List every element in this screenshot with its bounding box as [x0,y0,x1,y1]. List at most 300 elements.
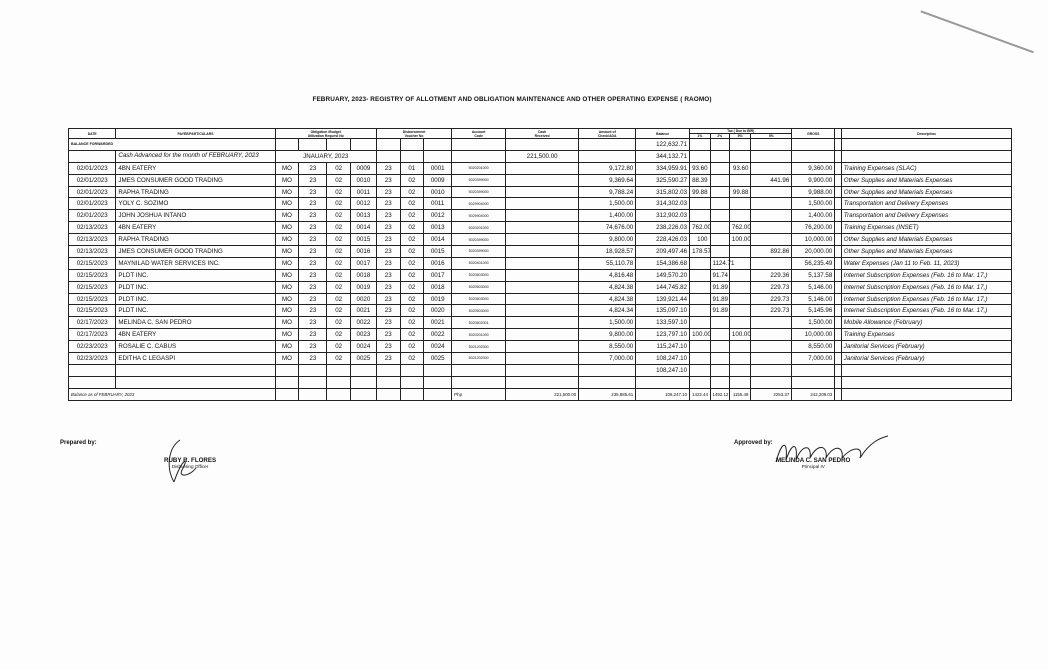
cell-d1: 23 [376,305,400,317]
cell-date: 02/15/2023 [69,293,116,305]
cell-date: 02/15/2023 [69,269,116,281]
cell-desc: Internet Subscription Expenses (Feb. 16 to Mar. 17,) [841,305,1011,317]
cell-t1 [690,305,710,317]
cell-o4: 0010 [350,174,376,186]
cell-d2: 02 [400,210,424,222]
cell-t3 [729,198,751,210]
cell-d1: 23 [376,317,400,329]
cell-desc: Water Expenses (Jan 11 to Feb. 11, 2023) [841,257,1011,269]
cell-o1: MO [275,234,299,246]
cell-date: 02/15/2023 [69,257,116,269]
table-row [69,329,1012,341]
cell-desc: Mobile Allowance (February) [841,317,1011,329]
cell-code: 5021202000 [452,353,506,365]
cell-amount: 4,824.34 [579,305,636,317]
cell-amount: 1,500.00 [579,317,636,329]
cell-d3: 0010 [424,186,452,198]
cell-gross: 5,146.00 [792,281,835,293]
cell-o1: MO [275,305,299,317]
cell-o2: 23 [299,269,327,281]
cell-t3 [729,353,751,365]
prepared-position: Disbursing Officer [171,464,209,469]
cell-t2: 1124.71 [710,257,729,269]
cash-advance-amount: 221,500.00 [506,150,579,162]
cell-balance: 115,247.10 [636,341,690,353]
cell-d3: 0017 [424,269,452,281]
cell-o4: 0019 [350,281,376,293]
cell-balance: 123,797.10 [636,329,690,341]
table-row [69,353,1012,365]
totals-cash: 221,500.00 [506,388,579,400]
cell-t4 [751,186,792,198]
cell-d2: 02 [400,317,424,329]
cell-d1: 23 [376,162,400,174]
header-payee: PAYEE/PARTICULARS [116,129,275,139]
table-row [69,246,1012,258]
prepared-label: Prepared by: [60,440,97,446]
totals-row [69,388,1012,400]
header-tax: Tax ( Due to BIR) [690,129,792,134]
cell-o3: 02 [327,281,351,293]
cell-date: 02/01/2023 [69,186,116,198]
header-cash-received: Cash Received [506,129,579,139]
cell-o1: MO [275,210,299,222]
cell-payee: JMES CONSUMER GOOD TRADING [116,246,275,258]
header-dv: Disbursement Voucher No [376,129,451,139]
cell-o2: 23 [299,246,327,258]
cell-t1 [690,293,710,305]
cell-code: 5029904000 [452,198,506,210]
cash-advance-label: Cash Advanced for the month of FEBRUARY, 2023 [116,150,275,162]
cell-t2: 91.89 [710,305,729,317]
cell-amount: 74,676.00 [579,222,636,234]
cell-cash [506,317,579,329]
cell-balance: 228,426.03 [636,234,690,246]
cell-t3: 762.00 [729,222,751,234]
cell-o2: 23 [299,353,327,365]
totals-tax-4: 2253.37 [751,388,792,400]
cell-cash [506,234,579,246]
cell-d1: 23 [376,341,400,353]
cell-o2: 23 [299,329,327,341]
cell-o3: 02 [327,174,351,186]
cell-d1: 23 [376,246,400,258]
cell-o4: 0018 [350,269,376,281]
cell-t1 [690,210,710,222]
cell-cash [506,162,579,174]
cell-o2: 23 [299,234,327,246]
cell-cash [506,222,579,234]
cell-desc: Training Expenses [841,329,1011,341]
cell-desc: Janitorial Services (February) [841,353,1011,365]
balance-forwarded-row [69,139,1012,151]
header-description: Description [841,129,1011,139]
cell-desc: Internet Subscription Expenses (Feb. 16 to Mar. 17,) [841,281,1011,293]
cell-o1: MO [275,329,299,341]
cell-date: 02/17/2023 [69,317,116,329]
totals-amount: 235,885.61 [579,388,636,400]
cell-t4 [751,162,792,174]
cell-code: 5021202000 [452,341,506,353]
cell-payee: 4BN EATERY [116,222,275,234]
cell-o1: MO [275,257,299,269]
prepared-signatory [164,457,216,469]
cell-t2 [710,353,729,365]
cell-balance: 209,497.46 [636,246,690,258]
cell-payee: RAPHA TRADING [116,186,275,198]
cell-gross: 10,000.00 [792,329,835,341]
cell-t4 [751,198,792,210]
cell-d2: 02 [400,293,424,305]
cell-t4: 229.36 [751,269,792,281]
cell-t2 [710,246,729,258]
cell-d1: 23 [376,293,400,305]
cell-d2: 02 [400,234,424,246]
cell-d2: 02 [400,222,424,234]
cell-t2 [710,222,729,234]
cell-t2 [710,186,729,198]
cell-t3 [729,341,751,353]
cell-date: 02/01/2023 [69,210,116,222]
cell-t3: 99.88 [729,186,751,198]
cell-date: 02/13/2023 [69,234,116,246]
cell-code: 5020399000 [452,186,506,198]
cell-o1: MO [275,246,299,258]
cell-gross: 10,000.00 [792,234,835,246]
cell-o4: 0024 [350,341,376,353]
cell-o1: MO [275,353,299,365]
cell-t4: 229.73 [751,293,792,305]
cell-d3: 0018 [424,281,452,293]
cell-t1 [690,353,710,365]
cell-cash [506,353,579,365]
cell-gross: 5,137.58 [792,269,835,281]
prepared-block [60,440,97,446]
cell-payee: 4BN EATERY [116,162,275,174]
cell-o3: 02 [327,162,351,174]
cell-t3 [729,269,751,281]
cell-d1: 23 [376,198,400,210]
cell-cash [506,186,579,198]
cell-d3: 0022 [424,329,452,341]
cell-t2 [710,198,729,210]
table-row [69,269,1012,281]
cell-d1: 23 [376,210,400,222]
cell-o2: 23 [299,222,327,234]
cell-d1: 23 [376,174,400,186]
table-row [69,317,1012,329]
cell-cash [506,246,579,258]
cell-o2: 23 [299,174,327,186]
cell-o3: 02 [327,305,351,317]
cell-t1 [690,269,710,281]
cell-o3: 02 [327,293,351,305]
cell-payee: 4BN EATERY [116,329,275,341]
totals-balance: 108,247.10 [636,388,690,400]
cell-o2: 23 [299,293,327,305]
cell-desc: Internet Subscription Expenses (Feb. 16 to Mar. 17,) [841,269,1011,281]
cell-o3: 02 [327,269,351,281]
cell-gross: 9,988.00 [792,186,835,198]
cell-o4: 0013 [350,210,376,222]
cell-date: 02/17/2023 [69,329,116,341]
cell-payee: PLDT INC. [116,305,275,317]
cell-amount: 4,824.38 [579,281,636,293]
cell-t4 [751,257,792,269]
cell-o2: 23 [299,186,327,198]
cell-code: 5020399000 [452,234,506,246]
cell-date: 02/23/2023 [69,341,116,353]
cell-d2: 01 [400,162,424,174]
table-row [69,281,1012,293]
cell-d2: 02 [400,257,424,269]
scan-edge [920,0,1047,53]
cell-code: 5020503000 [452,281,506,293]
header-date: DATE [69,129,116,139]
cell-o4: 0023 [350,329,376,341]
approved-signatory [776,457,850,469]
cell-amount: 9,172.80 [579,162,636,174]
cell-balance: 315,802.03 [636,186,690,198]
cell-o1: MO [275,293,299,305]
cell-d1: 23 [376,257,400,269]
cell-o3: 02 [327,222,351,234]
cell-t4: 892.86 [751,246,792,258]
cell-code: 5020201000 [452,329,506,341]
cell-o1: MO [275,162,299,174]
cell-t1: 88.39 [690,174,710,186]
cell-d3: 0001 [424,162,452,174]
cell-o2: 23 [299,198,327,210]
cell-amount: 4,824.38 [579,293,636,305]
cell-t1 [690,257,710,269]
cell-desc: Internet Subscription Expenses (Feb. 16 to Mar. 17,) [841,293,1011,305]
cell-d2: 02 [400,353,424,365]
cell-payee: MELINDA C. SAN PEDRO [116,317,275,329]
cell-balance: 314,302.03 [636,198,690,210]
cell-code: 5020201000 [452,222,506,234]
cell-desc: Other Supplies and Materials Expenses [841,174,1011,186]
cell-code: 5020502001 [452,317,506,329]
cell-balance: 133,597.10 [636,317,690,329]
cell-d3: 0020 [424,305,452,317]
cell-d3: 0013 [424,222,452,234]
cell-o4: 0012 [350,198,376,210]
cell-t3 [729,210,751,222]
table-row [69,305,1012,317]
cell-balance: 108,247.10 [636,353,690,365]
cell-gross: 8,550.00 [792,341,835,353]
cell-amount: 8,550.00 [579,341,636,353]
cell-d1: 23 [376,281,400,293]
cell-t2: 91.89 [710,281,729,293]
cell-cash [506,341,579,353]
cell-gross: 7,000.00 [792,353,835,365]
cell-o1: MO [275,281,299,293]
cell-o4: 0014 [350,222,376,234]
cash-advance-period: JNAUARY, 2023 [275,150,376,162]
cell-date: 02/01/2023 [69,198,116,210]
table-row [69,174,1012,186]
cell-balance: 135,097.10 [636,305,690,317]
cell-balance: 334,959.91 [636,162,690,174]
header-gross: GROSS [792,129,835,139]
table-row [69,293,1012,305]
cell-t2 [710,210,729,222]
cell-o2: 23 [299,257,327,269]
cell-gross: 56,235.49 [792,257,835,269]
cell-date: 02/15/2023 [69,281,116,293]
cell-t1: 762.00 [690,222,710,234]
cell-t2 [710,162,729,174]
cell-o3: 02 [327,210,351,222]
header-tax-2: 2% [710,134,729,139]
cell-t4 [751,317,792,329]
header-tax-1: 1% [690,134,710,139]
cell-d1: 23 [376,222,400,234]
cell-gross: 20,000.00 [792,246,835,258]
cell-d2: 02 [400,329,424,341]
totals-gross: 242,209.03 [792,388,835,400]
totals-tax-3: 1155.48 [729,388,751,400]
balance-forwarded-value: 122,632.71 [636,139,690,151]
cell-t3 [729,281,751,293]
cell-o3: 02 [327,353,351,365]
cell-d3: 0016 [424,257,452,269]
cell-d2: 02 [400,281,424,293]
cell-t4: 229.73 [751,305,792,317]
approved-label: Approved by: [734,440,773,446]
cell-amount: 18,928.57 [579,246,636,258]
cell-d2: 02 [400,269,424,281]
cell-cash [506,210,579,222]
table-row [69,257,1012,269]
cell-o4: 0022 [350,317,376,329]
cell-d2: 02 [400,198,424,210]
cell-code: 5020201000 [452,162,506,174]
cell-d3: 0009 [424,174,452,186]
cell-t1: 178.57 [690,246,710,258]
cell-payee: YOLY C. SOZIMO [116,198,275,210]
cell-desc: Training Expenses (SLAC) [841,162,1011,174]
cell-balance: 312,902.03 [636,210,690,222]
cell-gross: 76,200.00 [792,222,835,234]
cell-o3: 02 [327,341,351,353]
cell-t4 [751,222,792,234]
cell-balance: 154,386.68 [636,257,690,269]
cell-t2 [710,174,729,186]
cell-amount: 9,788.24 [579,186,636,198]
cash-advance-row [69,150,1012,162]
table-row [69,234,1012,246]
cell-d1: 23 [376,186,400,198]
cell-t1: 99.88 [690,186,710,198]
cell-gross: 5,145.96 [792,305,835,317]
cell-o2: 23 [299,210,327,222]
cell-d3: 0014 [424,234,452,246]
cell-cash [506,305,579,317]
cell-cash [506,257,579,269]
cell-o3: 02 [327,234,351,246]
cell-o4: 0009 [350,162,376,174]
cell-o2: 23 [299,162,327,174]
cell-d2: 02 [400,246,424,258]
cell-gross: 1,500.00 [792,198,835,210]
cell-d1: 23 [376,329,400,341]
cell-o1: MO [275,269,299,281]
cell-desc: Other Supplies and Materials Expenses [841,246,1011,258]
cell-payee: JMES CONSUMER GOOD TRADING [116,174,275,186]
cell-code: 5029904000 [452,210,506,222]
cell-balance: 139,921.44 [636,293,690,305]
cell-code: 5020401000 [452,257,506,269]
cell-amount: 1,400.00 [579,210,636,222]
cell-date: 02/23/2023 [69,353,116,365]
cell-amount: 9,800.00 [579,234,636,246]
cell-gross: 9,900.00 [792,174,835,186]
cell-t3 [729,246,751,258]
cell-date: 02/01/2023 [69,162,116,174]
cell-d3: 0025 [424,353,452,365]
cell-o1: MO [275,174,299,186]
cell-cash [506,174,579,186]
cell-o4: 0021 [350,305,376,317]
cell-desc: Other Supplies and Materials Expenses [841,186,1011,198]
cell-t2 [710,341,729,353]
prepared-name: RUBY R. FLORES [164,457,217,464]
cell-gross: 5,146.00 [792,293,835,305]
cell-t1: 100.00 [690,329,710,341]
cell-code: 5020503000 [452,305,506,317]
registry-table [68,128,1012,401]
cell-t3: 100.00 [729,329,751,341]
cell-o1: MO [275,198,299,210]
cell-desc: Janitorial Services (February) [841,341,1011,353]
cell-t1 [690,281,710,293]
running-balance-row [69,364,1012,376]
cell-gross: 1,400.00 [792,210,835,222]
cell-t4: 229.73 [751,281,792,293]
cell-t3 [729,293,751,305]
cell-d2: 02 [400,341,424,353]
cell-balance: 325,590.27 [636,174,690,186]
table-row [69,210,1012,222]
header-tax-3: 5% [729,134,751,139]
cell-t4 [751,353,792,365]
cell-amount: 1,500.00 [579,198,636,210]
cell-o2: 23 [299,317,327,329]
cell-t3 [729,305,751,317]
cell-t1 [690,198,710,210]
cell-t1: 93.60 [690,162,710,174]
page-title: FEBRUARY, 2023- REGISTRY OF ALLOTMENT AND OBLIGATION MAINTENANCE AND OTHER OPERATING EXPENSE ( RAOMO) [312,96,712,103]
cell-d2: 02 [400,186,424,198]
blank-row [69,376,1012,388]
cell-o4: 0016 [350,246,376,258]
cell-d3: 0024 [424,341,452,353]
cell-cash [506,269,579,281]
cell-gross: 1,500.00 [792,317,835,329]
running-balance: 108,247.10 [636,364,690,376]
cell-t3 [729,174,751,186]
cell-payee: MAYNILAD WATER SERVICES INC. [116,257,275,269]
cell-code: 5020503000 [452,269,506,281]
cell-d2: 02 [400,174,424,186]
cell-t3 [729,317,751,329]
cell-d2: 02 [400,305,424,317]
cell-d3: 0019 [424,293,452,305]
table-row [69,341,1012,353]
